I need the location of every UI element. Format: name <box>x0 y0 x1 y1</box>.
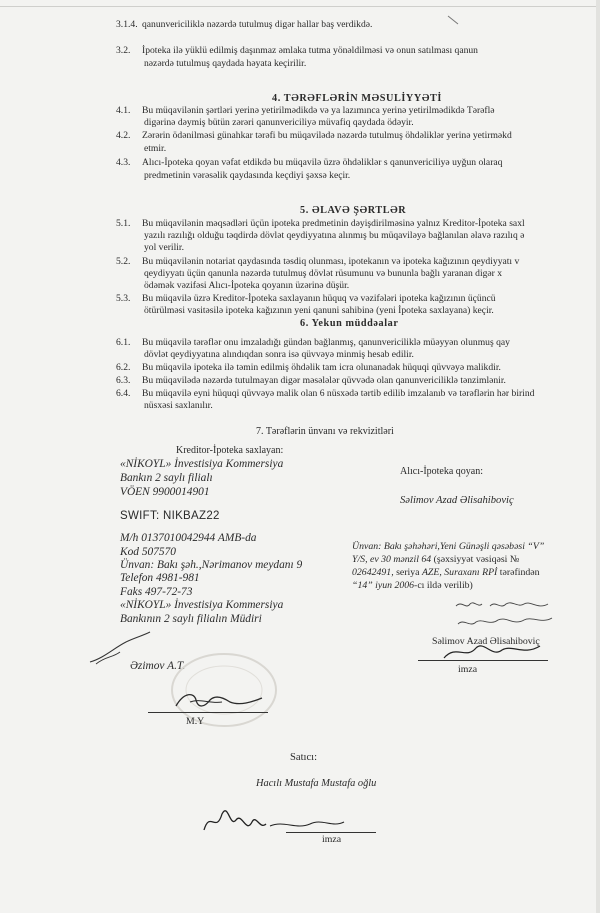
clause-3-1-4: 3.1.4. qanunvericiliklə nəzərdə tutulmuş digər hallar baş verdikdə. <box>116 19 373 30</box>
clause-5-1: 5.1. Bu müqavilənin məqsədləri üçün ipoteka predmetinin dəyişdirilməsinə yalnız Kreditor-İpoteka saxl <box>116 218 525 229</box>
creditor-sign-line <box>148 712 268 713</box>
clause-4-1: 4.1. Bu müqavilənin şərtləri yerinə yetirilmədikdə və ya lazımınca yerinə yetirilmədikdə Tərəflə <box>116 105 495 116</box>
clause-6-1-cont: dövlət qeydiyyatına alındıqdan sonra isə qüvvəyə minmiş hesab edilir. <box>144 349 414 360</box>
buyer-issue-date-suffix: cı ildə verilib) <box>417 580 473 591</box>
clause-5-1-cont2: yol verilir. <box>144 242 184 253</box>
creditor-branch: Bankın 2 saylı filialı <box>120 472 213 484</box>
clause-5-2: 5.2. Bu müqavilənin notariat qaydasında təsdiq olunması, ipotekanın və ipoteka kağızının qeydiyyatı v <box>116 256 520 267</box>
buyer-issue-date: “14” iyun 2006- <box>352 580 418 591</box>
creditor-signer: Əzimov A.T. <box>130 660 186 672</box>
buyer-sign-line <box>418 660 548 661</box>
clause-6-1: 6.1. Bu müqavilə tərəflər onu imzaladığı gündən bağlanmış, qanunvericiliklə müəyyən olunmuş qay <box>116 337 510 348</box>
clause-6-4-cont: nüsxəsi saxlanılır. <box>144 400 213 411</box>
clause-6-4: 6.4. Bu müqavilə eyni hüquqi qüvvəyə malik olan 6 nüsxədə tərtib edilib imzalanıb və tərəflərin hər birind <box>116 388 535 399</box>
buyer-name: Səlimov Azad Əlisahiboviç <box>400 495 514 506</box>
clause-5-3: 5.3. Bu müqavilə üzrə Kreditor-İpoteka saxlayanın hüquq və vəzifələri ipoteka kağızının üçüncü <box>116 293 496 304</box>
buyer-address-line2 <box>352 554 519 565</box>
section-6-heading: 6. Yekun müddəalar <box>300 318 399 329</box>
buyer-address-line3 <box>352 567 540 578</box>
creditor-bank-name: «NİKOYL» İnvestisiya Kommersiya <box>120 458 284 470</box>
stamp-label: M.Y <box>186 716 205 727</box>
clause-5-3-cont: ötürülməsi vasitəsilə ipoteka kağızının yeni qanuni sahibinə (yeni İpoteka saxlayana) keçir. <box>144 305 494 316</box>
creditor-phone: Telefon 4981-981 <box>120 572 200 584</box>
creditor-account: M/h 0137010042944 AMB-da <box>120 532 257 544</box>
section-4-heading: 4. TƏRƏFLƏRİN MƏSULİYYƏTİ <box>272 93 442 104</box>
creditor-voen: VÖEN 9900014901 <box>120 486 210 498</box>
section-7-heading: 7. Tərəflərin ünvanı və rekvizitləri <box>256 426 394 437</box>
buyer-address-line1: Ünvan: Bakı şəhəhəri,Yeni Günəşli qəsəbəsi “V” <box>352 541 545 552</box>
seller-label: Satıcı: <box>290 752 318 763</box>
buyer-address-line2-italic: Y/S, ev 30 mənzil 64 <box>352 554 432 565</box>
clause-3-2: 3.2. İpoteka ilə yüklü edilmiş daşınmaz əmlaka tutma yönəldilməsi və onun satılması qanun <box>116 45 478 56</box>
clause-6-3: 6.3. Bu müqavilədə nəzərdə tutulmayan digər məsələlər qüvvədə olan qanunvericiliklə tənzimlənir. <box>116 375 506 386</box>
buyer-address-line4 <box>352 580 473 591</box>
clause-4-3-cont: predmetinin vərəsəlik qaydasında keçdiyi şəxsə keçir. <box>144 170 351 181</box>
clause-4-2-cont: etmir. <box>144 143 167 154</box>
buyer-address-line2-plain: (şəxsiyyət vəsiqəsi № <box>433 554 520 565</box>
creditor-swift: SWIFT: NIKBAZ22 <box>120 510 220 522</box>
creditor-director-line1: «NİKOYL» İnvestisiya Kommersiya <box>120 599 284 611</box>
clause-4-2: 4.2. Zərərin ödənilməsi günahkar tərəfi bu müqavilədə nəzərdə tutulmuş öhdəliklər yerinə yetirməkd <box>116 130 512 141</box>
clause-5-2-cont2: ödəmək vəzifəsi Alıcı-İpoteka qoyanın üzərinə düşür. <box>144 280 350 291</box>
buyer-label: Alıcı-İpoteka qoyan: <box>400 466 484 477</box>
clause-5-1-cont: yazılı razılığı olduğu təqdirdə dövlət qeydiyyatına alınmış bu müqaviləyə bağlanılan əlavə razılıq ə <box>144 230 525 241</box>
clause-6-2: 6.2. Bu müqavilə ipoteka ilə təmin edilmiş öhdəlik tam icra olunanadək hüquqi qüvvəyə malikdir. <box>116 362 501 373</box>
scan-edge <box>596 0 600 913</box>
buyer-printed-name: Səlimov Azad Əlisahiboviç <box>432 636 540 647</box>
creditor-address: Ünvan: Bakı şəh.,Nərimanov meydanı 9 <box>120 559 303 571</box>
buyer-id-number: 02642491, <box>352 567 394 578</box>
seller-name: Hacılı Mustafa Mustafa oğlu <box>256 778 377 789</box>
buyer-issuer-suffix: tərəfindən <box>499 567 540 578</box>
clause-5-2-cont: qeydiyyatı üçün qanunla nəzərdə tutulmuş dövlət rüsumunu və bununla bağlı yaranan digər x <box>144 268 503 279</box>
seller-signature <box>200 800 380 846</box>
creditor-director-line2: Bankının 2 saylı filialın Müdiri <box>120 613 262 625</box>
seller-sign-label: imza <box>322 834 342 845</box>
buyer-sign-label: imza <box>458 664 478 675</box>
section-5-heading: 5. ƏLAVƏ ŞƏRTLƏR <box>300 205 407 216</box>
clause-4-3: 4.3. Alıcı-İpoteka qoyan vəfat etdikdə bu müqavilə üzrə öhdəliklər s qanunvericiliyə uyğun olaraq <box>116 157 503 168</box>
creditor-label: Kreditor-İpoteka saxlayan: <box>176 445 284 456</box>
clause-3-2-cont: nəzərdə tutulmuş qaydada həyata keçirilir. <box>144 58 307 69</box>
creditor-kod: Kod 507570 <box>120 546 177 558</box>
scan-artifact-line <box>0 6 600 7</box>
buyer-issuer: AZE, Suraxanı RPİ <box>421 567 498 578</box>
clause-4-1-cont: digərinə dəymiş bütün zərəri qanunvericiliyə müvafiq qaydada ödəyir. <box>144 117 414 128</box>
creditor-fax: Faks 497-72-73 <box>120 586 193 598</box>
seller-sign-line <box>286 832 376 833</box>
buyer-series-label: seriya <box>396 567 420 578</box>
buyer-handwritten-note <box>452 598 572 638</box>
